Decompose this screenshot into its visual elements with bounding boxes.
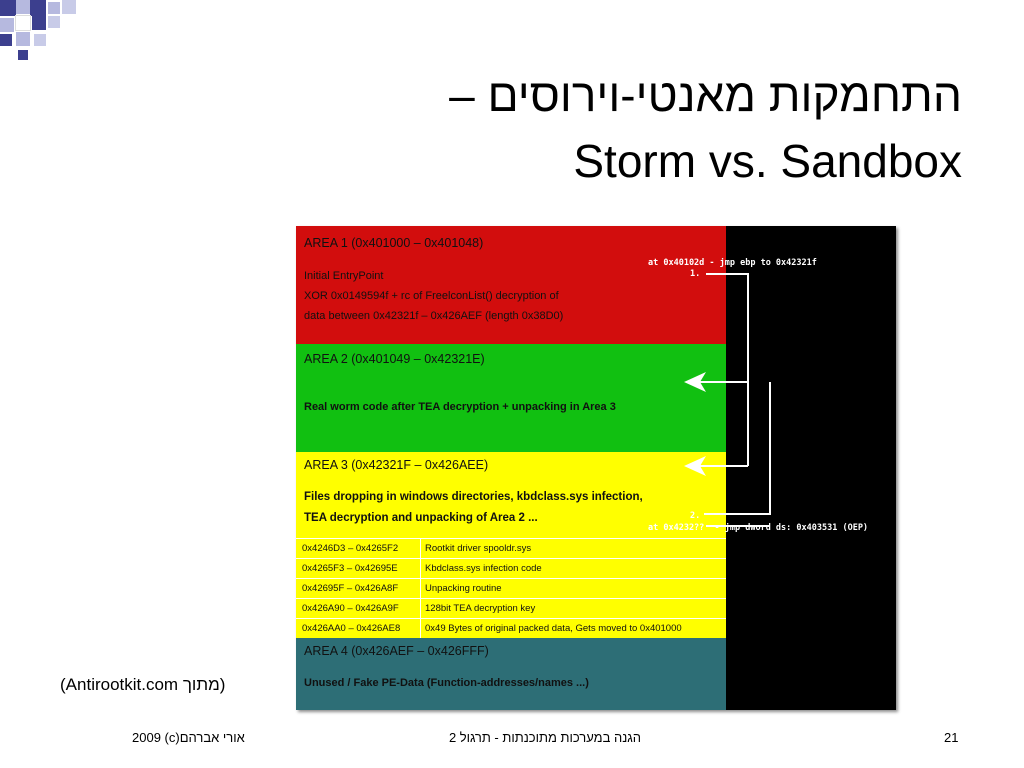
row-range: 0x4246D3 – 0x4265F2 <box>302 543 399 554</box>
corner-square <box>0 0 16 16</box>
row-description: Rootkit driver spooldr.sys <box>425 543 532 554</box>
corner-square <box>48 2 60 14</box>
corner-square <box>30 0 46 16</box>
footer-author: אורי אברהם(c) 2009 <box>132 730 245 745</box>
row-description: Kbdclass.sys infection code <box>425 563 542 574</box>
corner-square <box>62 0 76 14</box>
row-description: 0x49 Bytes of original packed data, Gets moved to 0x401000 <box>425 623 682 634</box>
area-3-line: TEA decryption and unpacking of Area 2 ... <box>304 512 538 524</box>
area-4-heading: AREA 4 (0x426AEF – 0x426FFF) <box>304 644 489 658</box>
footer-course: הגנה במערכות מתוכנתות - תרגול 2 <box>448 730 642 745</box>
title-hebrew: התחמקות מאנטי-וירוסים – <box>449 69 962 121</box>
row-range: 0x42695F – 0x426A8F <box>302 583 399 594</box>
area-3-line: Files dropping in windows directories, kbdclass.sys infection, <box>304 491 643 503</box>
memory-layout-figure <box>296 226 896 710</box>
area-1-line: Initial EntryPoint <box>304 270 384 282</box>
source-credit: (מתוך Antirootkit.com) <box>60 675 226 694</box>
jump-2-label: at 0x4232?? - jmp dword ds: 0x403531 (OEP) <box>648 523 869 533</box>
jump-1-number: 1. <box>690 269 701 279</box>
title-english: Storm vs. Sandbox <box>573 135 962 187</box>
corner-square <box>32 16 46 30</box>
area-2-heading: AREA 2 (0x401049 – 0x42321E) <box>304 352 485 366</box>
row-description: 128bit TEA decryption key <box>425 603 536 614</box>
jump-arrows <box>296 226 896 710</box>
jump-1-label: at 0x40102d - jmp ebp to 0x42321f <box>648 258 817 268</box>
corner-square <box>48 16 60 28</box>
row-range: 0x4265F3 – 0x42695E <box>302 563 398 574</box>
row-range: 0x426A90 – 0x426A9F <box>302 603 399 614</box>
area-1-line: data between 0x42321f – 0x426AEF (length 0x38D0) <box>304 310 564 322</box>
corner-square <box>18 50 28 60</box>
corner-square <box>16 0 30 14</box>
slide-title <box>162 62 962 194</box>
area-3-heading: AREA 3 (0x42321F – 0x426AEE) <box>304 458 489 472</box>
area-4-text: Unused / Fake PE-Data (Function-addresses/names ...) <box>304 677 589 689</box>
area-2-text: Real worm code after TEA decryption + unpacking in Area 3 <box>304 401 616 413</box>
page-number: 21 <box>944 730 959 745</box>
area-1-heading: AREA 1 (0x401000 – 0x401048) <box>304 236 484 250</box>
jump-2-number: 2. <box>690 511 701 521</box>
corner-square <box>0 18 14 32</box>
row-range: 0x426AA0 – 0x426AE8 <box>302 623 401 634</box>
corner-square <box>16 16 30 30</box>
row-description: Unpacking routine <box>425 583 502 594</box>
area-1-line: XOR 0x0149594f + rc of FreelconList() decryption of <box>304 290 559 302</box>
corner-square <box>34 34 46 46</box>
corner-square <box>16 32 30 46</box>
corner-square <box>0 34 12 46</box>
